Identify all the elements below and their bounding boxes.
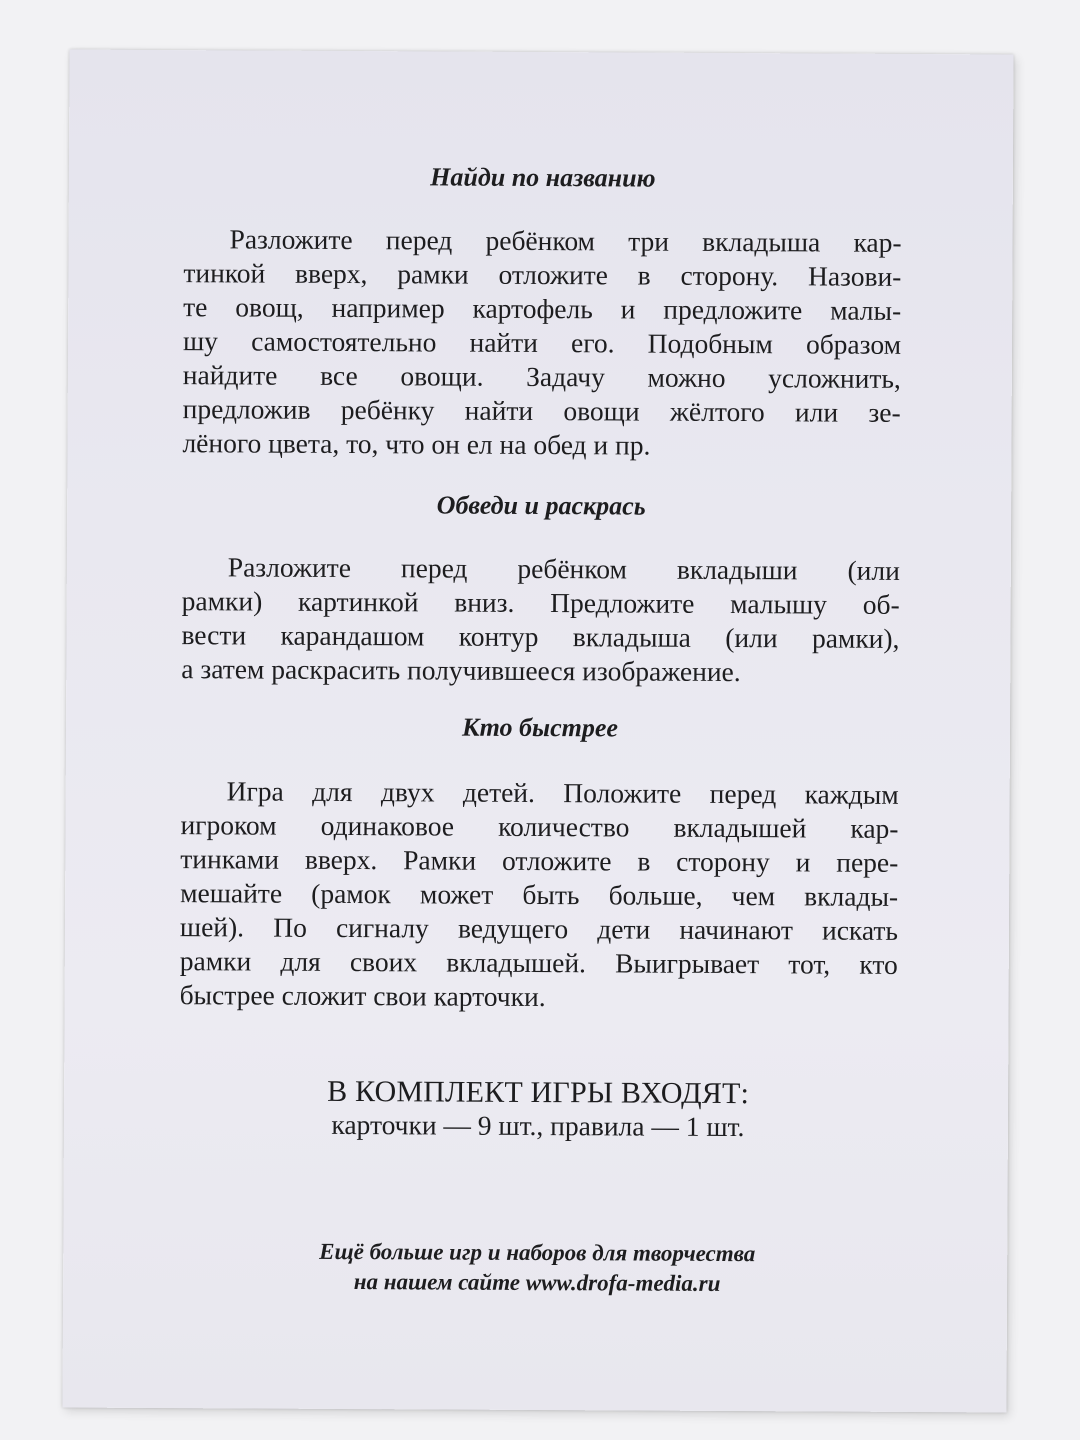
text-line: предложив ребёнку найти овощи жёлтого или зе-	[182, 393, 901, 428]
rules-content	[178, 158, 902, 1300]
section-text-find-by-name	[182, 222, 901, 464]
text-line: шу самостоятельно найти его. Подобным образом	[182, 325, 902, 360]
kit-items: карточки — 9 шт., правила — 1 шт.	[331, 1108, 745, 1143]
text-line: Игра для двух детей. Положите перед каждым	[226, 775, 899, 810]
text-line: мешайте (рамок может быть больше, чем вклады-	[180, 877, 899, 912]
text-line: рамки) картинкой вниз. Предложите малышу об-	[181, 585, 900, 620]
section-text-trace-and-color	[181, 550, 900, 690]
text-line: найдите все овощи. Задачу можно усложнить,	[182, 359, 901, 394]
section-text-who-is-faster	[180, 774, 899, 1016]
text-line: Разложите перед ребёнком вкладыши (или	[227, 551, 900, 586]
rules-sheet	[62, 50, 1013, 1413]
kit-title: В КОМПЛЕКТ ИГРЫ ВХОДЯТ:	[327, 1074, 750, 1111]
text-line: шей). По сигналу ведущего дети начинают искать	[179, 911, 899, 946]
text-line: рамки для своих вкладышей. Выигрывает тот, кто	[179, 945, 898, 980]
text-line: те овощ, например картофель и предложите малы-	[183, 291, 902, 326]
text-line: лёного цвета, то, что он ел на обед и пр.	[182, 427, 651, 461]
footer-line-2: на нашем сайте www.drofa-media.ru	[353, 1269, 721, 1296]
text-line: быстрее сложит свои карточки.	[179, 979, 546, 1013]
footer-line-1: Ещё больше игр и наборов для творчества	[319, 1238, 756, 1267]
text-line: а затем раскрасить получившееся изображение.	[181, 653, 741, 688]
text-line: тинками вверх. Рамки отложите в сторону и пере-	[180, 843, 899, 878]
text-line: тинкой вверх, рамки отложите в сторону. Назови-	[183, 257, 902, 292]
text-line: игроком одинаковое количество вкладышей кар-	[180, 809, 899, 844]
kit-contents	[179, 1074, 897, 1144]
section-heading-trace-and-color: Обведи и раскрась	[436, 490, 646, 521]
text-line: вести карандашом контур вкладыша (или рамки),	[181, 619, 900, 654]
section-heading-who-is-faster: Кто быстрее	[462, 712, 619, 743]
section-heading-find-by-name: Найди по названию	[430, 162, 656, 193]
footer-promo	[178, 1236, 896, 1300]
text-line: Разложите перед ребёнком три вкладыша кар-	[229, 223, 902, 258]
